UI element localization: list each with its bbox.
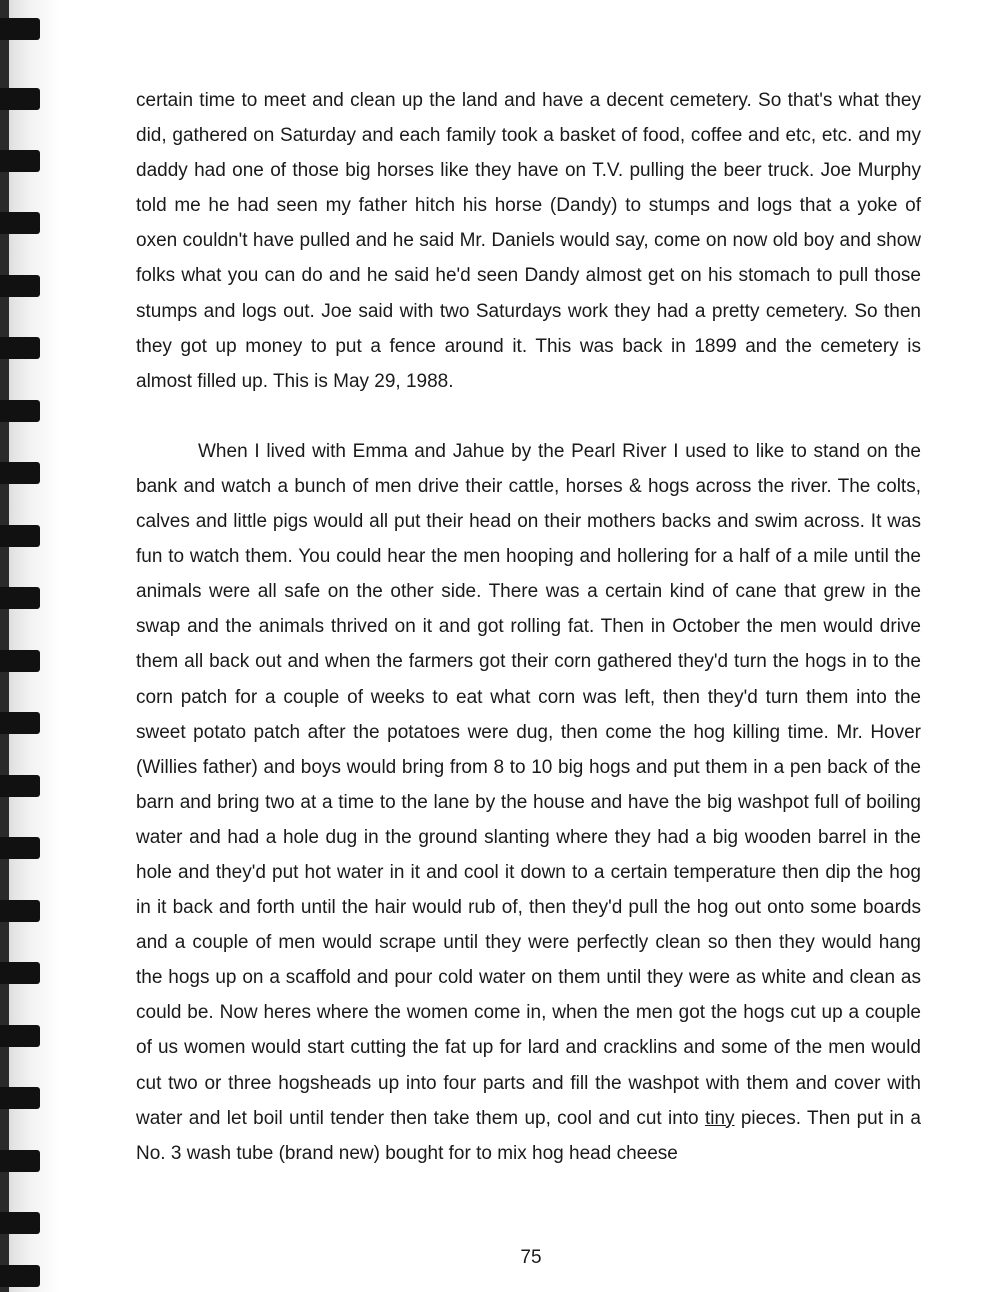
binding-hole [0, 962, 40, 984]
paragraph-1: certain time to meet and clean up the land and have a decent cemetery. So that's what they did, gathered on Saturday and each family took a basket of food, coffee and etc, etc. and my daddy had one of those big horses like they have on T.V. pulling the beer truck. Joe Murphy told me he had seen my father hitch his horse (Dandy) to stumps and logs that a yoke of oxen couldn't have pulled and he said Mr. Daniels would say, come on now old boy and show folks what you can do and he said he'd seen Dandy almost get on his stomach to pull those stumps and logs out. Joe said with two Saturdays work they had a pretty cemetery. So then they got up money to put a fence around it. This was back in 1899 and the cemetery is almost filled up. This is May 29, 1988. [136, 90, 921, 392]
underlined-word: tiny [704, 1107, 735, 1129]
page-body [136, 83, 921, 1171]
binding-hole [0, 18, 40, 40]
spiral-binding [0, 0, 60, 1292]
paragraph-2-text-start: When I lived with Emma and Jahue by the Pearl River I used to like to stand on the bank and watch a bunch of men drive their cattle, horses & hogs across the river. The colts, calves and little pigs would all put their head on their mothers backs and swim across. It was fun to watch them. You could hear the men hooping and hollering for a half of a mile until the animals were all safe on the other side. There was a certain kind of cane that grew in the swap and the animals thrived on it and got rolling fat. Then in October the men would drive them all back out and when the farmers got their corn gathered they'd turn the hogs in to the corn patch for a couple of weeks to eat what corn was left, then they'd turn them into the sweet potato patch after the potatoes were dug, then come the hog killing time. Mr. Hover (Willies father) and boys would bring from 8 to 10 big hogs and put them in a pen back of the barn and bring two at a time to the lane by the house and have the big washpot full of boiling water and had a hole dug in the ground slanting where they had a big wooden barrel in the hole and they'd put hot water in it and cool it down to a certain temperature then dip the hog in it back and forth until the hair would rub of, then they'd pull the hog out onto some boards and a couple of men would scrape until they were perfectly clean so then they would hang the hogs up on a scaffold and pour cold water on them until they were as white and clean as could be. Now heres where the women come in, when the men got the hogs cut up a couple of us women would start cutting the fat up for lard and cracklins and some of the men would cut two or three hogsheads up into four parts and fill the washpot with them and cover with water and let boil until tender then take them up, cool and cut into [136, 440, 921, 1129]
binding-hole [0, 150, 40, 172]
binding-hole [0, 837, 40, 859]
binding-hole [0, 712, 40, 734]
binding-hole [0, 1150, 40, 1172]
binding-hole [0, 775, 40, 797]
page-number: 75 [520, 1247, 542, 1268]
binding-hole [0, 400, 40, 422]
binding-hole [0, 88, 40, 110]
paragraph-2 [136, 434, 921, 1171]
paragraph-2-text-end: pieces. Then put in a No. 3 wash tube (brand new) bought for to mix hog head cheese [136, 1107, 921, 1164]
binding-hole [0, 525, 40, 547]
binding-hole [0, 337, 40, 359]
binding-hole [0, 275, 40, 297]
binding-hole [0, 212, 40, 234]
binding-hole [0, 900, 40, 922]
binding-hole [0, 587, 40, 609]
binding-hole [0, 1087, 40, 1109]
binding-hole [0, 1025, 40, 1047]
binding-hole [0, 462, 40, 484]
binding-hole [0, 650, 40, 672]
binding-hole [0, 1212, 40, 1234]
